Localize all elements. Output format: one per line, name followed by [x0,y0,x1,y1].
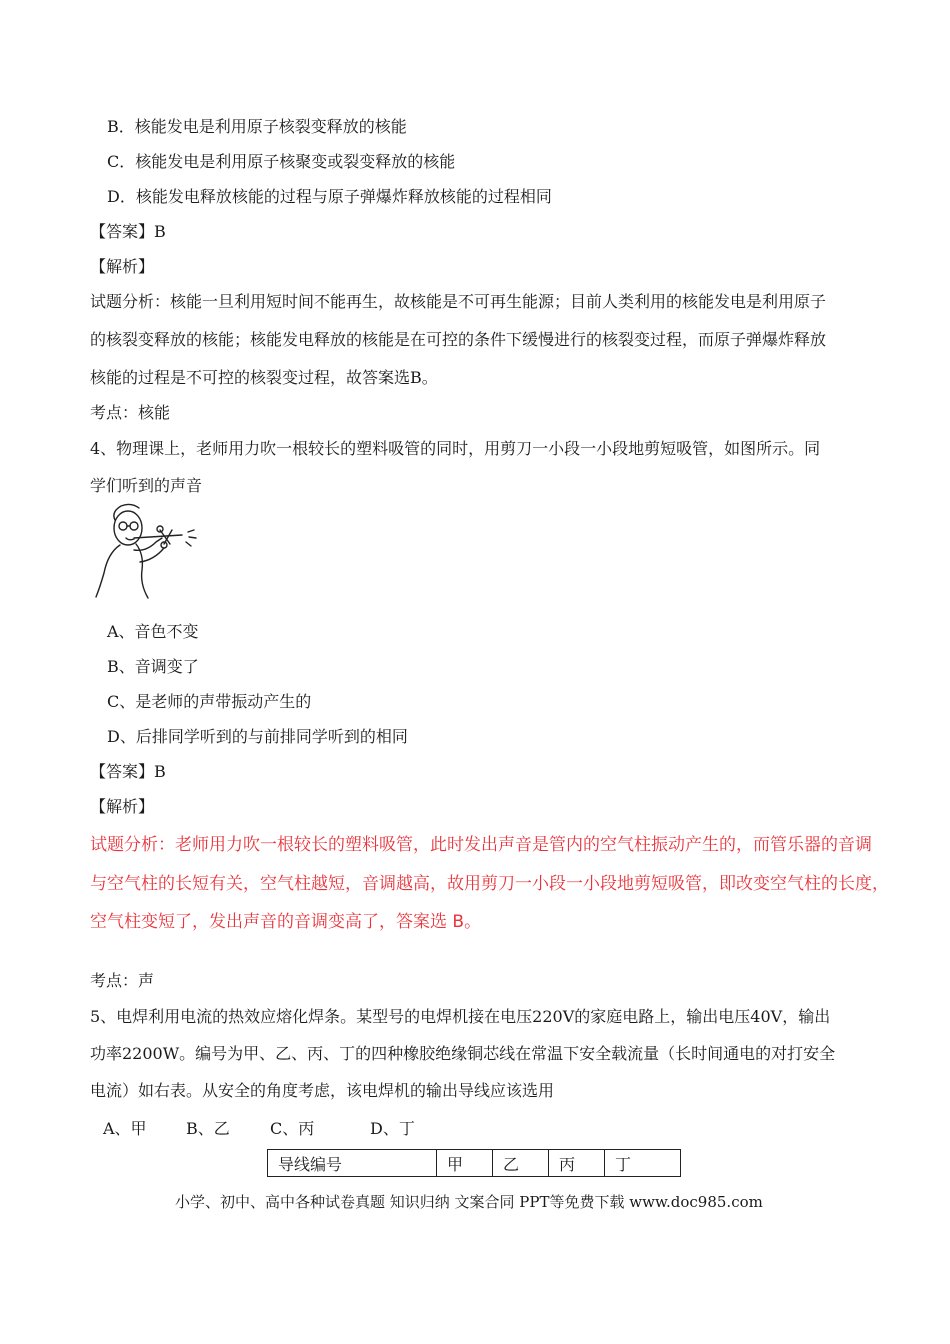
q5-stem-line: 电流）如右表。从安全的角度考虑，该电焊机的输出导线应该选用 [90,1081,555,1100]
q3-option-c: C．核能发电是利用原子核聚变或裂变释放的核能 [107,152,456,171]
q5-option-c: C、丙 [270,1119,315,1138]
q4-option-d: D、后排同学听到的与前排同学听到的相同 [107,727,408,746]
q4-analysis-line: 试题分析：老师用力吹一根较长的塑料吸管，此时发出声音是管内的空气柱振动产生的，而管乐器的音调 [90,835,872,855]
table-row [268,1150,681,1177]
q4-analysis-line: 与空气柱的长短有关，空气柱越短，音调越高，故用剪刀一小段一小段地剪短吸管，即改变空气柱的长度， [90,874,889,894]
q5-stem-line: 5、电焊利用电流的热效应熔化焊条。某型号的电焊机接在电压220V的家庭电路上，输出电压40V，输出 [90,1007,831,1026]
q4-topic: 考点：声 [90,971,155,990]
wire-table-cell: 丁 [605,1150,681,1177]
q3-option-d: D．核能发电释放核能的过程与原子弹爆炸释放核能的过程相同 [107,187,552,206]
q4-analysis-line: 空气柱变短了，发出声音的音调变高了，答案选 B。 [90,912,482,932]
q3-analysis-line: 的核裂变释放的核能；核能发电释放的核能是在可控的条件下缓慢进行的核裂变过程，而原子弹爆炸释放 [90,330,827,349]
q3-option-b: B．核能发电是利用原子核裂变释放的核能 [107,117,407,136]
teacher-cutting-straw-illustration [90,500,215,600]
page-footer: 小学、初中、高中各种试卷真题 知识归纳 文案合同 PPT等免费下载 www.doc985.com [175,1193,763,1211]
wire-table-header: 导线编号 [268,1150,437,1177]
q4-analysis-heading: 【解析】 [90,797,155,816]
q5-option-b: B、乙 [186,1119,230,1138]
q3-topic: 考点：核能 [90,403,171,422]
q3-analysis-heading: 【解析】 [90,257,155,276]
q4-answer: 【答案】B [90,762,166,781]
q4-stem-line: 学们听到的声音 [90,476,203,495]
wire-table-cell: 甲 [437,1150,493,1177]
q4-option-b: B、音调变了 [107,657,199,676]
q5-option-a: A、甲 [103,1119,147,1138]
q5-option-d: D、丁 [370,1119,415,1138]
wire-table [267,1149,681,1177]
wire-table-cell: 乙 [493,1150,549,1177]
q3-analysis-line: 试题分析：核能一旦利用短时间不能再生，故核能是不可再生能源；目前人类利用的核能发电是利用原子 [90,292,827,311]
q4-option-c: C、是老师的声带振动产生的 [107,692,312,711]
q3-analysis-line: 核能的过程是不可控的核裂变过程，故答案选B。 [90,368,438,387]
q3-answer: 【答案】B [90,222,166,241]
q4-option-a: A、音色不变 [107,622,199,641]
wire-table-cell: 丙 [549,1150,605,1177]
q4-stem-line: 4、物理课上，老师用力吹一根较长的塑料吸管的同时，用剪刀一小段一小段地剪短吸管，如图所示。同 [90,439,821,458]
q5-stem-line: 功率2200W。编号为甲、乙、丙、丁的四种橡胶绝缘铜芯线在常温下安全载流量（长时间通电的对打安全 [90,1044,836,1063]
